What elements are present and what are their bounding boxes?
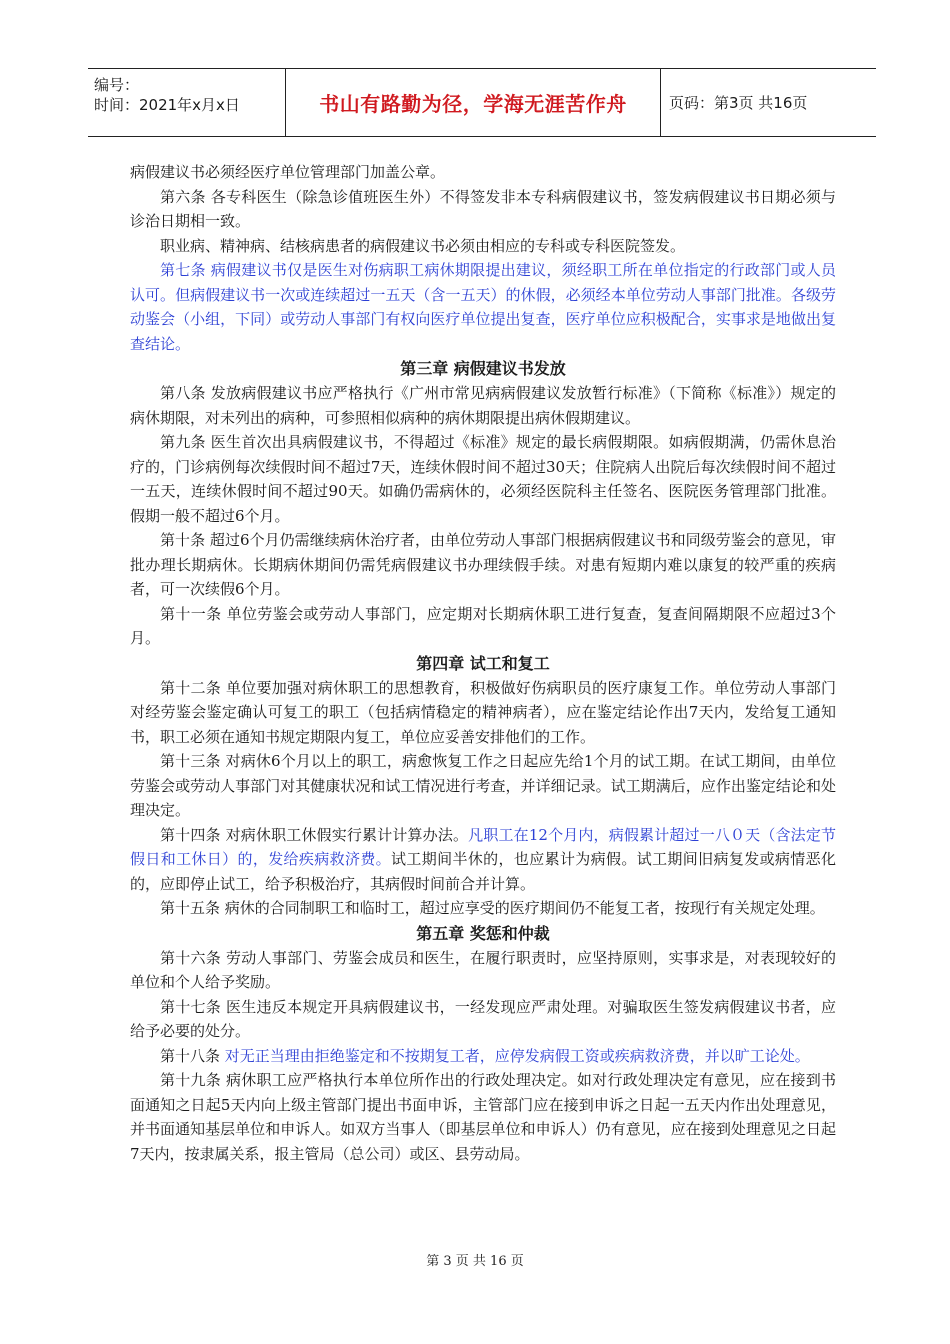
paragraph-article-8: 第八条 发放病假建议书应严格执行《广州市常见病病假建议发放暂行标准》（下简称《标准》）规定的病休期限，对未列出的病种，可参照相似病种的病休期限提出病休假期建议。 xyxy=(130,384,836,427)
document-time-label: 时间：2021年x月x日 xyxy=(94,96,240,114)
paragraph: 职业病、精神病、结核病患者的病假建议书必须由相应的专科或专科医院签发。 xyxy=(160,236,686,255)
chapter-3-heading: 第三章 病假建议书发放 xyxy=(400,359,566,378)
paragraph-article-6: 第六条 各专科医生（除急诊值班医生外）不得签发非本专科病假建议书，签发病假建议书日期必须与诊治日期相一致。 xyxy=(130,187,836,230)
document-body xyxy=(130,160,836,1166)
article-14-text-end: 试工期间半休的，也应累计为病假。试工期间旧病复发或病情恶化的，应即停止试工，给予积极治疗，其病假时间前合并计算。 xyxy=(130,850,836,893)
paragraph-article-9: 第九条 医生首次出具病假建议书，不得超过《标准》规定的最长病假期限。如病假期满，仍需休息治疗的，门诊病例每次续假时间不超过7天，连续休假时间不超过30天；住院病人出院后每次续假时间不超过一五天，连续休假时间不超过90天。如确仍需病休的，必须经医院科主任签名、医院医务管理部门批准。假期一般不超过6个月。 xyxy=(130,433,836,525)
article-14-text: 第十四条 对病休职工休假实行累计计算办法。 xyxy=(160,825,469,844)
paragraph-article-14 xyxy=(130,823,836,897)
paragraph-article-17: 第十七条 医生违反本规定开具病假建议书，一经发现应严肃处理。对骗取医生签发病假建议书者，应给予必要的处分。 xyxy=(130,997,836,1040)
paragraph-article-11: 第十一条 单位劳鉴会或劳动人事部门，应定期对长期病休职工进行复查，复查间隔期限不应超过3个月。 xyxy=(130,604,836,647)
header-meta xyxy=(88,69,286,136)
paragraph-article-13: 第十三条 对病休6个月以上的职工，病愈恢复工作之日起应先给1个月的试工期。在试工期间，由单位劳鉴会或劳动人事部门对其健康状况和试工情况进行考查，并详细记录。试工期满后，应作出鉴定结论和处理决定。 xyxy=(130,752,836,819)
header-motto: 书山有路勤为径，学海无涯苦作舟 xyxy=(286,69,661,136)
chapter-5-heading: 第五章 奖惩和仲裁 xyxy=(416,923,550,943)
article-18-label: 第十八条 xyxy=(160,1046,225,1065)
paragraph-article-7: 第七条 病假建议书仅是医生对伤病职工病休期限提出建议，须经职工所在单位指定的行政部门或人员认可。但病假建议书一次或连续超过一五天（含一五天）的休假，必须经本单位劳动人事部门批准。各级劳动鉴会（小组，下同）或劳动人事部门有权向医疗单位提出复查，医疗单位应积极配合，实事求是地做出复查结论。 xyxy=(130,261,836,353)
page-header xyxy=(88,68,876,137)
document-number-label: 编号： xyxy=(94,76,140,94)
paragraph: 病假建议书必须经医疗单位管理部门加盖公章。 xyxy=(130,163,446,181)
paragraph-article-10: 第十条 超过6个月仍需继续病休治疗者，由单位劳动人事部门根据病假建议书和同级劳鉴会的意见，审批办理长期病休。长期病休期间仍需凭病假建议书办理续假手续。对患有短期内难以康复的较严重的疾病者，可一次续假6个月。 xyxy=(130,531,836,598)
article-14-highlight: 凡职工在12个月内，病假累计超过一八０天（含法定节假日和工休日）的，发给疾病救济费。 xyxy=(130,825,836,868)
paragraph-article-16: 第十六条 劳动人事部门、劳鉴会成员和医生，在履行职责时，应坚持原则，实事求是，对表现较好的单位和个人给予奖励。 xyxy=(130,948,836,991)
paragraph-article-18 xyxy=(130,1044,836,1069)
paragraph-article-12: 第十二条 单位要加强对病休职工的思想教育，积极做好伤病职员的医疗康复工作。单位劳动人事部门对经劳鉴会鉴定确认可复工的职工（包括病情稳定的精神病者），应在鉴定结论作出7天内，发给复工通知书，职工必须在通知书规定期限内复工，单位应妥善安排他们的工作。 xyxy=(130,678,836,746)
paragraph-article-19: 第十九条 病休职工应严格执行本单位所作出的行政处理决定。如对行政处理决定有意见，应在接到书面通知之日起5天内向上级主管部门提出书面申诉，主管部门应在接到申诉之日起一五天内作出处理意见，并书面通知基层单位和申诉人。如双方当事人（即基层单位和申诉人）仍有意见，应在接到处理意见之日起7天内，按隶属关系，报主管局（总公司）或区、县劳动局。 xyxy=(130,1071,836,1163)
chapter-4-heading: 第四章 试工和复工 xyxy=(416,653,550,673)
paragraph-article-15: 第十五条 病休的合同制职工和临时工，超过应享受的医疗期间仍不能复工者，按现行有关规定处理。 xyxy=(160,899,825,917)
page-footer: 第 3 页 共 16 页 xyxy=(426,1254,524,1269)
header-page-number: 页码：第3页 共16页 xyxy=(669,94,808,112)
article-18-highlight: 对无正当理由拒绝鉴定和不按期复工者，应停发病假工资或疾病救济费，并以旷工论处。 xyxy=(224,1046,810,1065)
